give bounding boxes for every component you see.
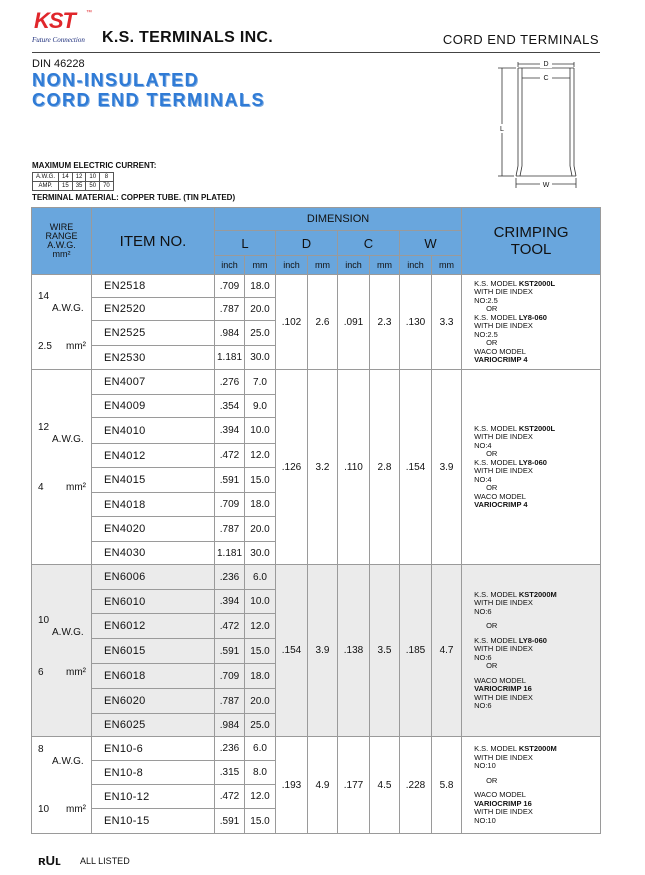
ul-listed-icon: ʀUʟ [38,853,61,868]
tool-line [474,433,600,442]
dimension-header: DIMENSION [215,208,462,231]
tool-text: WITH DIE INDEX [474,692,533,702]
l-inch-cell: .591 [215,639,245,664]
mm2-value: 10 [38,804,50,815]
tool-model: LY8-060 [518,457,547,467]
item-no-cell: EN4012 [92,444,215,468]
unit-mm-header: mm [432,256,462,275]
wire-header-line: WIRE [49,222,74,232]
tool-line [474,702,600,711]
l-mm-cell: 15.0 [245,468,276,493]
awg-value: 8 [100,173,114,182]
tool-model: VARIOCRIMP 4 [474,355,528,364]
d-mm-cell: 3.9 [308,565,338,737]
d-inch-cell: .193 [276,737,308,834]
l-mm-cell: 6.0 [245,737,276,761]
tool-line [474,694,600,703]
l-mm-cell: 18.0 [245,275,276,298]
item-no-cell: EN10-8 [92,761,215,785]
awg-value: 14 [59,173,73,182]
table-row [32,737,601,761]
l-inch-cell: 1.181 [215,346,245,370]
unit-inch-header: inch [276,256,308,275]
table-row [32,275,601,298]
tool-text: K.S. MODEL [474,744,519,753]
tool-text: NO:4 [474,440,492,450]
item-no-cell: EN6010 [92,590,215,614]
tool-text: WACO MODEL [474,675,526,685]
l-mm-cell: 30.0 [245,346,276,370]
listed-label: ALL LISTED [80,856,130,866]
tool-text: WITH DIE INDEX [474,752,533,762]
awg-unit: A.W.G. [52,434,84,445]
terminal-material: TERMINAL MATERIAL: COPPER TUBE. (TIN PLATED) [32,193,236,202]
tool-text: OR [486,304,498,313]
item-no-cell: EN4030 [92,542,215,565]
l-inch-cell: .315 [215,761,245,785]
mm2-unit: mm² [66,482,86,493]
tool-text: WITH DIE INDEX [474,321,533,330]
crimping-tool-cell [462,737,601,834]
tool-text: WITH DIE INDEX [474,466,533,475]
d-inch-cell: .154 [276,565,308,737]
current-amp-row [33,182,114,191]
wire-range-cell [32,275,92,370]
item-no-cell: EN2520 [92,298,215,321]
logo-tagline: Future Connection [32,36,85,44]
tool-text: WACO MODEL [474,491,526,501]
c-mm-cell: 4.5 [370,737,400,834]
l-mm-cell: 25.0 [245,321,276,346]
item-no-cell: EN6020 [92,689,215,714]
item-no-cell: EN2525 [92,321,215,346]
unit-inch-header: inch [400,256,432,275]
dim-l-label: L [500,126,504,133]
header-divider [32,52,600,53]
awg-unit: A.W.G. [52,756,84,767]
d-mm-cell: 4.9 [308,737,338,834]
tool-text: NO:2.5 [474,329,498,339]
l-inch-cell: .709 [215,664,245,689]
tool-text: OR [486,621,498,630]
amp-value: 35 [72,182,86,191]
table-row [32,565,601,590]
awg-value: 10 [38,615,50,626]
amp-value: 70 [100,182,114,191]
tool-model: VARIOCRIMP 4 [474,500,528,509]
tool-text: WITH DIE INDEX [474,807,533,816]
w-inch-cell: .154 [400,370,432,565]
awg-unit: A.W.G. [52,627,84,638]
l-inch-cell: .984 [215,714,245,737]
tool-line [474,645,600,654]
tool-line [474,501,600,510]
company-name: K.S. TERMINALS INC. [102,29,274,46]
c-inch-cell: .110 [338,370,370,565]
item-no-cell: EN4010 [92,418,215,444]
l-inch-cell: .472 [215,444,245,468]
dim-w-label: W [542,182,550,189]
wire-header-line: A.W.G. [47,240,76,250]
l-inch-cell: .472 [215,614,245,639]
tool-text: OR [486,775,498,785]
awg-value: 12 [38,422,50,433]
c-mm-cell: 2.3 [370,275,400,370]
tool-text: WITH DIE INDEX [474,287,533,296]
l-inch-cell: .709 [215,275,245,298]
item-no-cell: EN6012 [92,614,215,639]
wire-range-cell [32,737,92,834]
dimension-table [31,207,601,834]
c-inch-cell: .138 [338,565,370,737]
crimping-tool-header [462,208,601,275]
product-title-line2: CORD END TERMINALS [32,90,265,110]
l-inch-cell: .394 [215,590,245,614]
l-inch-cell: 1.181 [215,542,245,565]
tool-text: K.S. MODEL [474,423,519,433]
wire-range-cell [32,370,92,565]
tool-line [474,608,600,617]
l-inch-cell: .236 [215,737,245,761]
company-logo [34,10,94,46]
mm2-value: 4 [38,482,44,493]
awg-value: 8 [38,744,44,755]
tool-text: OR [486,661,498,670]
dim-c-label: C [543,75,549,82]
tool-text: NO:6 [474,606,492,616]
awg-header: A.W.G. [33,173,59,182]
l-mm-cell: 12.0 [245,785,276,809]
w-inch-cell: .185 [400,565,432,737]
l-mm-cell: 20.0 [245,689,276,714]
tool-line [474,599,600,608]
amp-value: 15 [59,182,73,191]
tool-model: VARIOCRIMP 16 [474,684,532,693]
l-inch-cell: .591 [215,468,245,493]
l-inch-cell: .236 [215,565,245,590]
item-no-cell: EN4009 [92,395,215,418]
tool-text: OR [486,483,498,492]
tool-text: WITH DIE INDEX [474,644,533,653]
terminal-drawing [482,58,600,196]
dim-w-header: W [400,231,462,256]
w-mm-cell: 3.9 [432,370,462,565]
l-mm-cell: 18.0 [245,493,276,517]
awg-unit: A.W.G. [52,303,84,314]
crimping-tool-cell [462,370,601,565]
l-mm-cell: 30.0 [245,542,276,565]
item-no-cell: EN4018 [92,493,215,517]
item-no-cell: EN10-12 [92,785,215,809]
tool-model: KST2000L [518,278,556,288]
unit-mm-header: mm [370,256,400,275]
w-mm-cell: 5.8 [432,737,462,834]
l-inch-cell: .787 [215,298,245,321]
awg-value: 12 [72,173,86,182]
tool-text: K.S. MODEL [474,457,519,467]
l-mm-cell: 9.0 [245,395,276,418]
item-no-cell: EN2518 [92,275,215,298]
tool-text: NO:10 [474,815,496,825]
tool-text: NO:4 [474,474,492,484]
w-mm-cell: 3.3 [432,275,462,370]
l-mm-cell: 25.0 [245,714,276,737]
l-mm-cell: 12.0 [245,444,276,468]
max-current-label: MAXIMUM ELECTRIC CURRENT: [32,161,157,170]
l-mm-cell: 7.0 [245,370,276,395]
c-inch-cell: .177 [338,737,370,834]
item-no-header: ITEM NO. [92,208,215,275]
d-mm-cell: 3.2 [308,370,338,565]
crimping-tool-cell [462,565,601,737]
item-no-cell: EN2530 [92,346,215,370]
tool-model: LY8-060 [518,312,547,322]
current-awg-row [33,173,114,182]
table-row [32,370,601,395]
tool-text: WITH DIE INDEX [474,598,533,607]
l-inch-cell: .394 [215,418,245,444]
tool-text: NO:2.5 [474,295,498,305]
standard-label: DIN 46228 [32,58,85,70]
product-title-line1: NON-INSULATED [32,70,200,90]
l-inch-cell: .984 [215,321,245,346]
unit-inch-header: inch [338,256,370,275]
c-mm-cell: 3.5 [370,565,400,737]
item-no-cell: EN4015 [92,468,215,493]
l-inch-cell: .709 [215,493,245,517]
l-mm-cell: 10.0 [245,590,276,614]
tool-line [474,467,600,476]
item-no-cell: EN10-15 [92,809,215,834]
tool-line [474,356,600,365]
tool-text: K.S. MODEL [474,312,519,322]
tool-line [474,817,600,826]
w-mm-cell: 4.7 [432,565,462,737]
awg-value: 14 [38,291,50,302]
tool-line [474,662,600,671]
tool-model: KST2000L [518,423,556,433]
wire-header-line: RANGE [45,231,78,241]
l-inch-cell: .591 [215,809,245,834]
l-inch-cell: .276 [215,370,245,395]
tool-line [474,777,600,786]
item-no-cell: EN4020 [92,517,215,542]
tool-header-line: TOOL [510,241,552,258]
l-mm-cell: 10.0 [245,418,276,444]
d-inch-cell: .126 [276,370,308,565]
mm2-value: 6 [38,667,44,678]
item-no-cell: EN6018 [92,664,215,689]
wire-range-header [32,208,92,275]
l-inch-cell: .354 [215,395,245,418]
unit-mm-header: mm [308,256,338,275]
w-inch-cell: .228 [400,737,432,834]
current-table [32,172,114,191]
l-mm-cell: 18.0 [245,664,276,689]
l-inch-cell: .787 [215,689,245,714]
l-inch-cell: .472 [215,785,245,809]
awg-value: 10 [86,173,100,182]
item-no-cell: EN6025 [92,714,215,737]
mm2-unit: mm² [66,667,86,678]
unit-inch-header: inch [215,256,245,275]
tool-text: K.S. MODEL [474,278,519,288]
dim-l-header: L [215,231,276,256]
dim-d-header: D [276,231,338,256]
item-no-cell: EN4007 [92,370,215,395]
section-title: CORD END TERMINALS [442,32,599,47]
tool-model: KST2000M [518,744,557,753]
tool-text: K.S. MODEL [474,589,519,599]
mm2-unit: mm² [66,341,86,352]
tool-text: OR [486,449,498,458]
wire-range-cell [32,565,92,737]
d-inch-cell: .102 [276,275,308,370]
c-mm-cell: 2.8 [370,370,400,565]
w-inch-cell: .130 [400,275,432,370]
mm2-unit: mm² [66,804,86,815]
tool-text: WACO MODEL [474,346,526,356]
unit-mm-header: mm [245,256,276,275]
mm2-value: 2.5 [38,341,52,352]
d-mm-cell: 2.6 [308,275,338,370]
tool-header-line: CRIMPING [493,224,569,241]
item-no-cell: EN6015 [92,639,215,664]
tool-text: NO:10 [474,761,496,770]
l-mm-cell: 20.0 [245,517,276,542]
tool-model: KST2000M [518,589,557,599]
tool-text: NO:6 [474,701,492,710]
l-mm-cell: 6.0 [245,565,276,590]
tool-text: K.S. MODEL [474,635,519,645]
tool-model: LY8-060 [518,635,547,645]
dim-d-label: D [543,61,549,68]
crimping-tool-cell [462,275,601,370]
tool-line [474,622,600,631]
tool-text: OR [486,338,498,347]
dim-c-header: C [338,231,400,256]
l-mm-cell: 20.0 [245,298,276,321]
amp-value: 50 [86,182,100,191]
c-inch-cell: .091 [338,275,370,370]
tool-text: WACO MODEL [474,790,526,799]
l-mm-cell: 15.0 [245,639,276,664]
logo-text: KST [34,8,75,33]
item-no-cell: EN10-6 [92,737,215,761]
l-mm-cell: 8.0 [245,761,276,785]
tool-text: NO:6 [474,652,492,662]
tool-model: VARIOCRIMP 16 [474,798,532,808]
wire-header-line: mm² [52,249,71,259]
l-inch-cell: .787 [215,517,245,542]
item-no-cell: EN6006 [92,565,215,590]
l-mm-cell: 12.0 [245,614,276,639]
amp-header: AMP. [33,182,59,191]
logo-trademark: ™ [86,10,92,16]
tool-text: WITH DIE INDEX [474,432,533,441]
l-mm-cell: 15.0 [245,809,276,834]
tool-line [474,762,600,771]
